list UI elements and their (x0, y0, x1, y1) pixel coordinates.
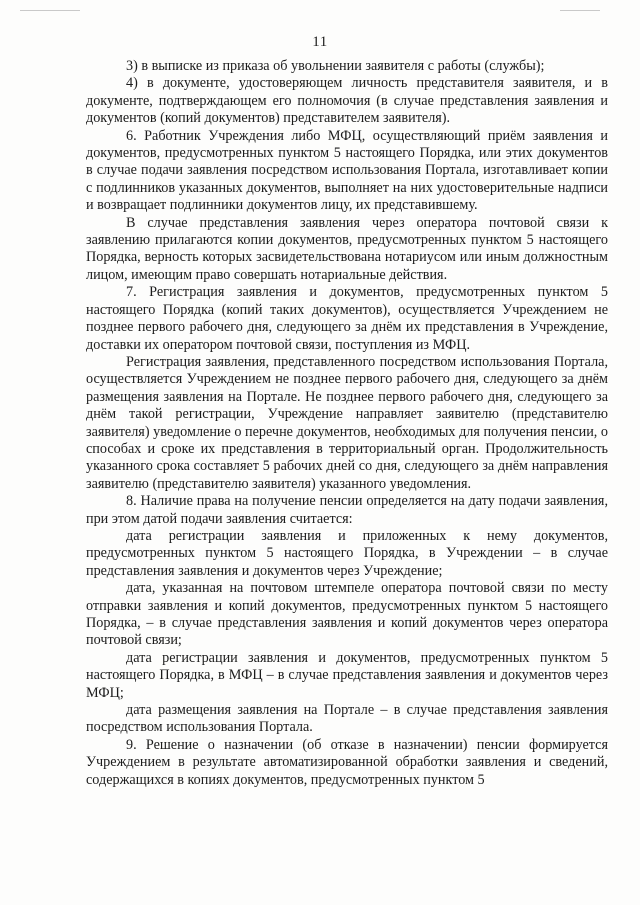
scan-artifact (20, 10, 80, 11)
scan-artifact (560, 10, 600, 11)
paragraph: 9. Решение о назначении (об отказе в назначении) пенсии формируется Учреждением в результате автоматизированной обработки заявления и сведений, содержащихся в копиях документов, предусмотренных пунктом 5 (86, 736, 608, 788)
paragraph: дата размещения заявления на Портале – в случае представления заявления посредством использования Портала. (86, 702, 608, 736)
paragraph: 4) в документе, удостоверяющем личность представителя заявителя, и в документе, подтверждающем его полномочия (в случае представления заявления и документов (копий документов) представителем заявителя). (86, 75, 608, 127)
paragraph: 6. Работник Учреждения либо МФЦ, осуществляющий приём заявления и документов, предусмотренных пунктом 5 настоящего Порядка, или этих документов в случае подачи заявления посредством использования Портала, изготавливает копии с подлинников указанных документов, выполняет на них удостоверительные надписи и возвращает подлинники документов лицу, их представившему. (86, 127, 608, 214)
paragraph: дата регистрации заявления и приложенных к нему документов, предусмотренных пунктом 5 настоящего Порядка, в Учреждении – в случае представления заявления и документов через Учреждение; (86, 527, 608, 579)
page-number: 11 (312, 34, 328, 50)
paragraph: В случае представления заявления через оператора почтовой связи к заявлению прилагаются копии документов, предусмотренных пунктом 5 настоящего Порядка, верность которых засвидетельствована нотариусом или иным должностным лицом, имеющим право совершать нотариальные действия. (86, 214, 608, 283)
paragraph: дата регистрации заявления и документов, предусмотренных пунктом 5 настоящего Порядка, в МФЦ – в случае представления заявления и документов через МФЦ; (86, 649, 608, 701)
paragraph: 3) в выписке из приказа об увольнении заявителя с работы (службы); (126, 58, 545, 74)
paragraph: 8. Наличие права на получение пенсии определяется на дату подачи заявления, при этом датой подачи заявления считается: (86, 493, 608, 527)
paragraph: 7. Регистрация заявления и документов, предусмотренных пунктом 5 настоящего Порядка (копий таких документов), осуществляется Учреждением не позднее первого рабочего дня, следующего за днём их представления в Учреждение, доставки их оператором почтовой связи, поступления из МФЦ. (86, 284, 608, 353)
paragraph: Регистрация заявления, представленного посредством использования Портала, осуществляется Учреждением не позднее первого рабочего дня, следующего за днём размещения заявления на Портале. Не позднее первого рабочего дня, следующего за днём такой регистрации, Учреждение направляет заявителю (представителю заявителя) уведомление о перечне документов, необходимых для получения пенсии, о способах и сроке их представления в территориальный орган. Продолжительность указанного срока составляет 5 рабочих дней со дня, следующего за днём направления заявителю (представителю заявителя) указанного уведомления. (86, 353, 608, 492)
paragraph: дата, указанная на почтовом штемпеле оператора почтовой связи по месту отправки заявления и копий документов, предусмотренных пунктом 5 настоящего Порядка, – в случае представления заявления и копий документов через оператора почтовой связи; (86, 580, 608, 649)
document-body (86, 58, 608, 789)
